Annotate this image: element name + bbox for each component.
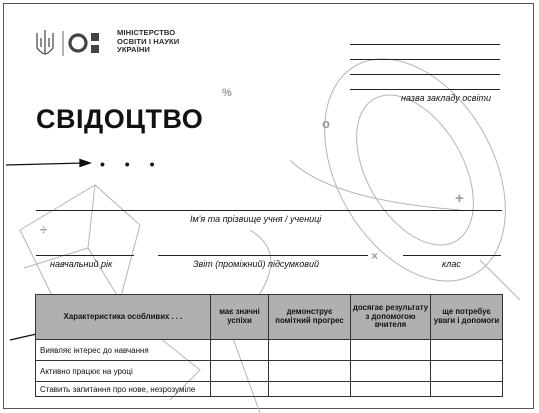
assessment-cell[interactable] [431, 361, 503, 382]
ministry-name [117, 29, 227, 55]
placeholder-dots: • • • [100, 156, 163, 172]
school-line [350, 59, 500, 60]
assessment-cell[interactable] [269, 361, 351, 382]
school-name-caption: назва закладу освіти [401, 93, 491, 103]
plus-sign: + [455, 190, 464, 207]
column-header-with-teacher-help: досягає результату з допомогою вчителя [351, 295, 431, 340]
assessment-cell[interactable] [351, 361, 431, 382]
assessment-cell[interactable] [269, 340, 351, 361]
report-line [158, 255, 368, 256]
ministry-line: МІНІСТЕРСТВО [117, 28, 176, 37]
school-line [350, 89, 500, 90]
class-caption: клас [442, 259, 461, 269]
assessment-cell[interactable] [351, 340, 431, 361]
assessment-cell[interactable] [351, 382, 431, 397]
column-header-significant-success: має значні успіхи [211, 295, 269, 340]
ministry-logo-icon [36, 28, 116, 58]
assessment-cell[interactable] [211, 361, 269, 382]
decor-cube [20, 185, 140, 312]
arrow-icon [6, 163, 84, 165]
page-title: СВІДОЦТВО [36, 104, 204, 134]
assessment-cell[interactable] [431, 340, 503, 361]
assessment-cell[interactable] [211, 340, 269, 361]
arrow-head-icon [80, 160, 90, 167]
trident-icon [37, 30, 53, 54]
row-label: Виявляє інтерес до навчання [36, 340, 211, 361]
decor-ring-inner [332, 75, 497, 265]
times-sign: × [371, 249, 379, 263]
row-label: Ставить запитання про нове, незрозуміле [36, 382, 211, 397]
divide-sign: ÷ [40, 222, 48, 237]
column-header-characteristic: Характеристика особливих . . . [36, 295, 211, 340]
column-header-needs-attention: ще потребує уваги і допомоги [431, 295, 503, 340]
ministry-line: ОСВІТИ І НАУКИ [117, 36, 180, 46]
year-line [36, 255, 134, 256]
table-row [36, 340, 503, 361]
assessment-cell[interactable] [431, 382, 503, 397]
year-caption: навчальний рік [50, 259, 113, 269]
ministry-line: УКРАЇНИ [117, 45, 150, 55]
row-label: Активно працює на уроці [36, 361, 211, 382]
column-header-notable-progress: демонструє помітний прогрес [269, 295, 351, 340]
student-name-caption: Ім'я та прізвище учня / учениці [190, 214, 322, 224]
percent-sign: % [222, 87, 232, 99]
assessment-cell[interactable] [269, 382, 351, 397]
assessment-table [35, 294, 503, 397]
assessment-cell[interactable] [211, 382, 269, 397]
table-header-row [36, 295, 503, 340]
decor-cube-edge [88, 185, 120, 300]
decor-ring-outer [287, 27, 539, 313]
decor-arc [290, 160, 460, 210]
class-line [403, 255, 501, 256]
school-line [350, 74, 500, 75]
student-name-line [36, 210, 502, 211]
circle-sign: o [322, 116, 330, 131]
school-line [350, 44, 500, 45]
table-row [36, 382, 503, 397]
table-row [36, 361, 503, 382]
report-caption: Звіт (проміжний) підсумковий [193, 259, 319, 269]
